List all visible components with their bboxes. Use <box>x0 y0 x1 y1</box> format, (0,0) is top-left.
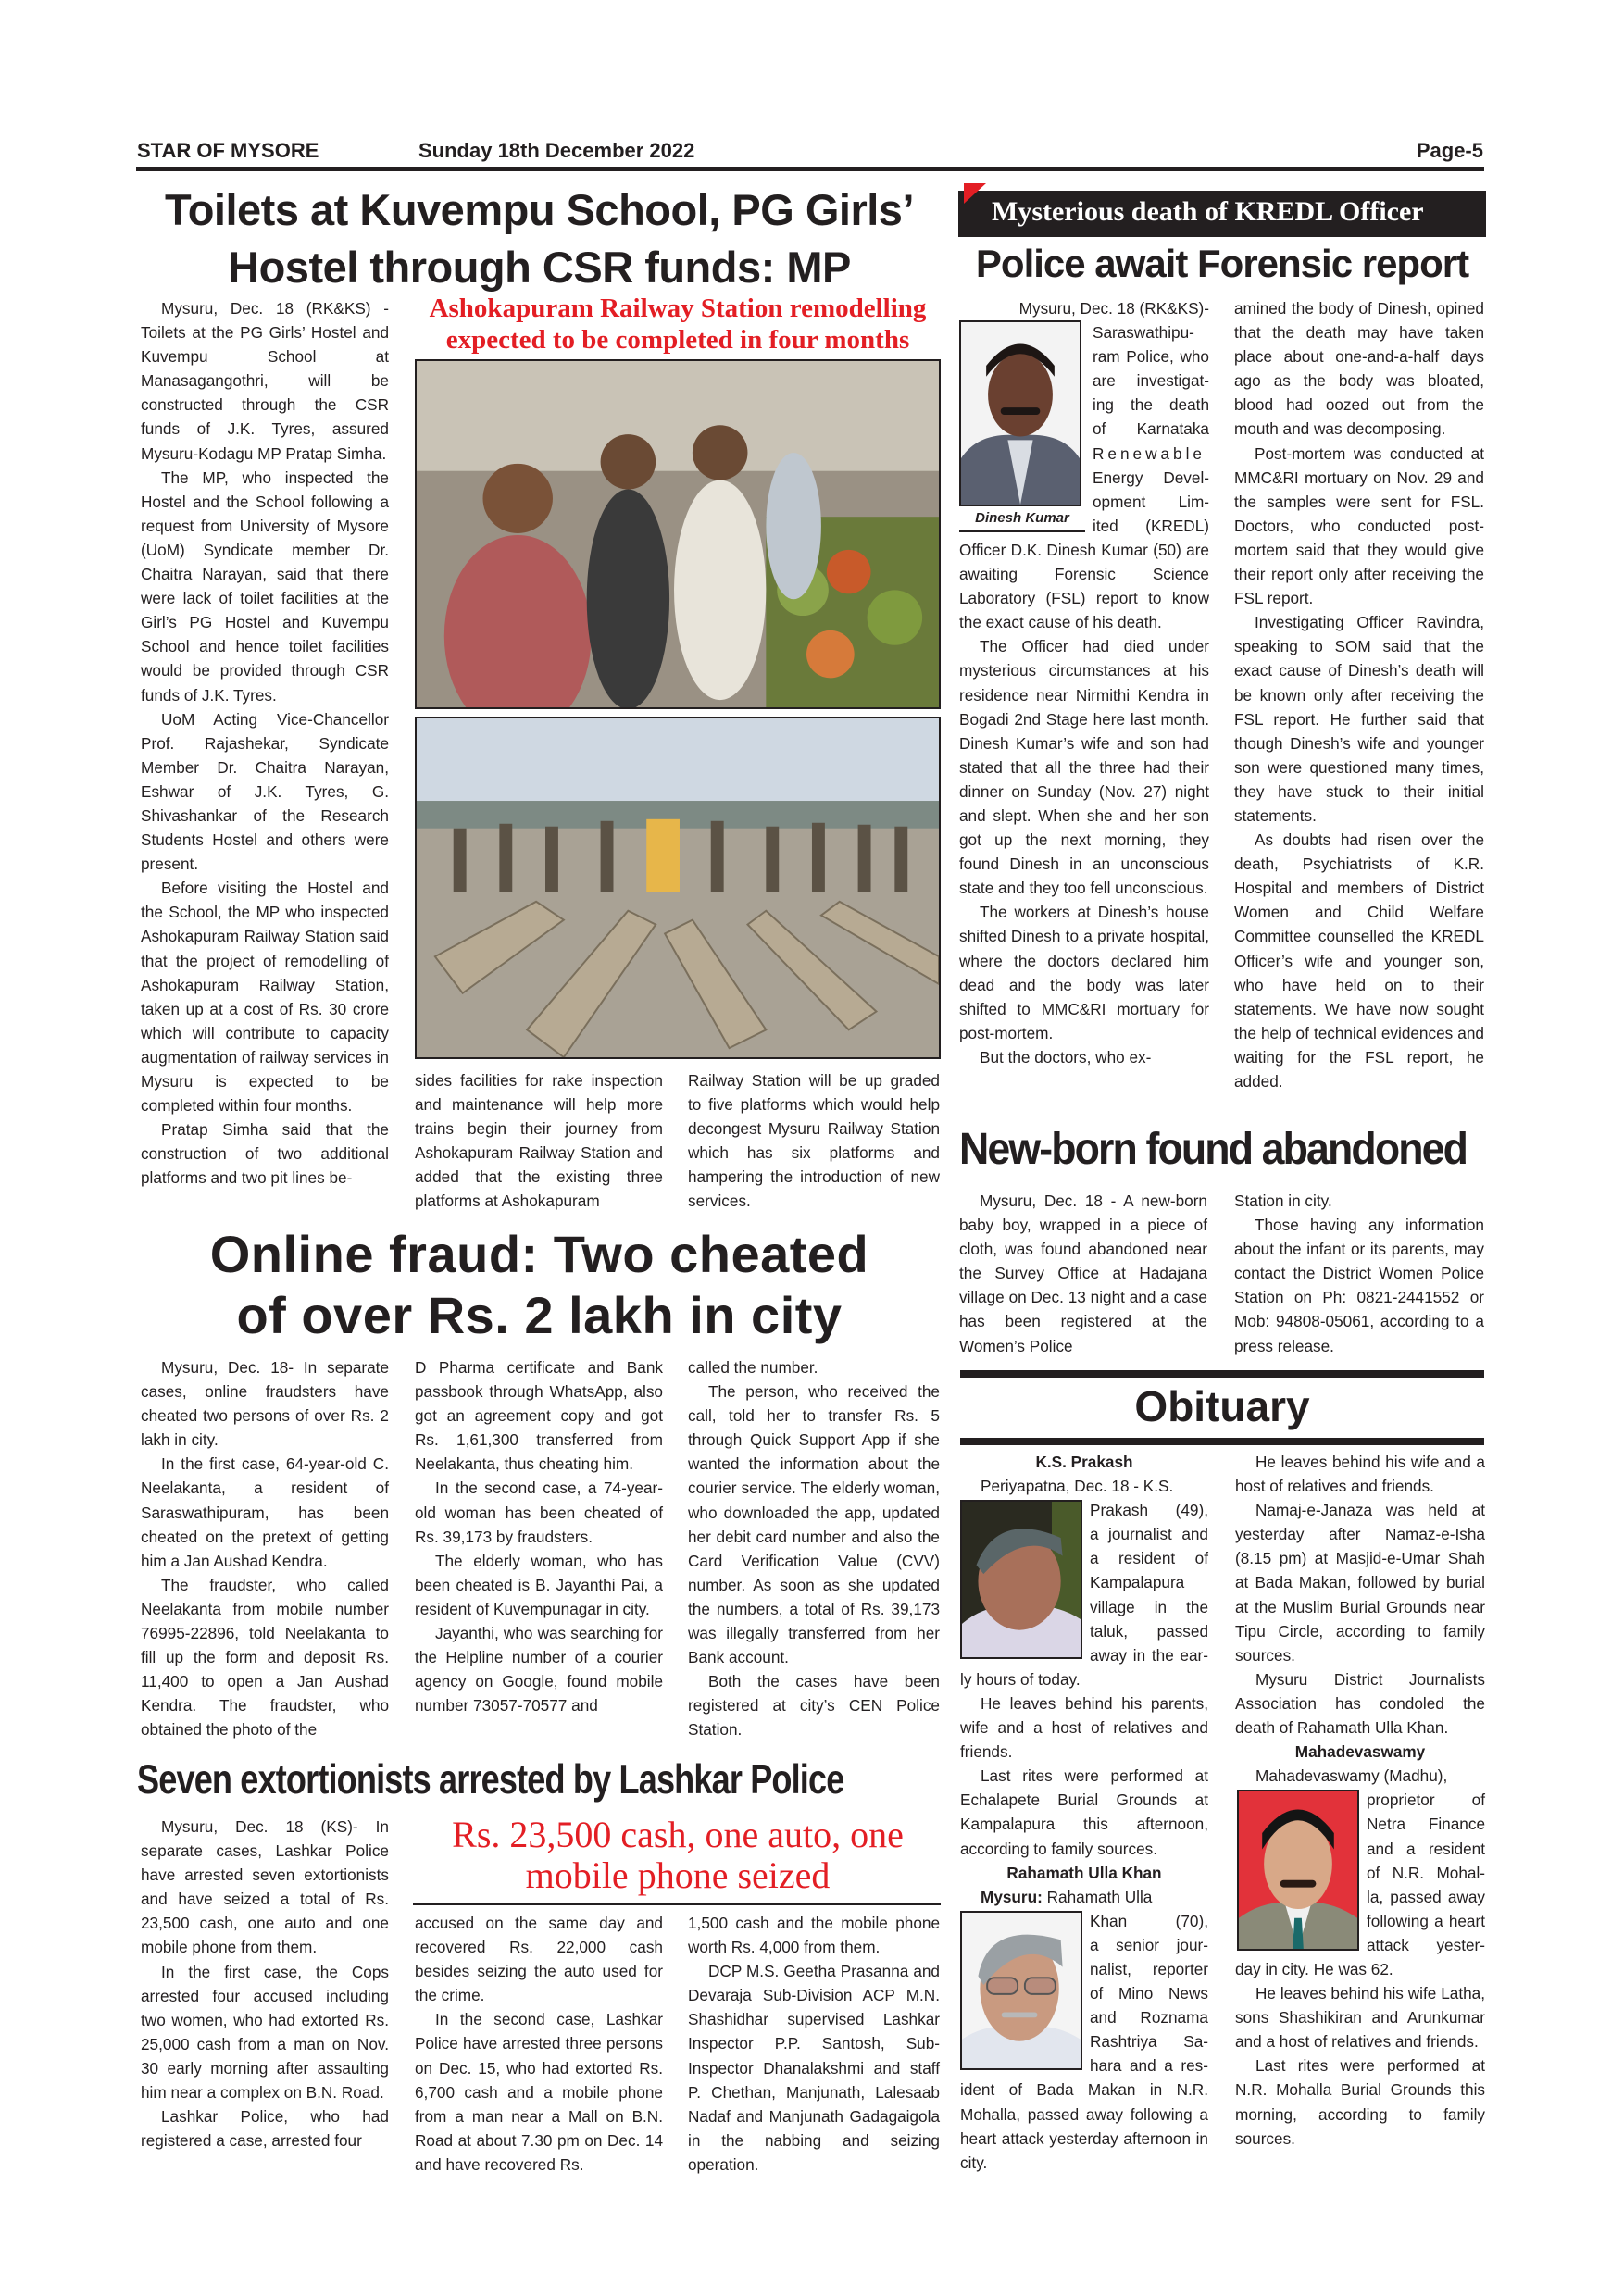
paragraph: Pratap Simha said that the construction of two additional platforms and two pit lines be- <box>141 1120 389 1188</box>
kredl-col1 <box>959 296 1209 1069</box>
paragraph: Lashkar Police, who had registered a case, arrested four <box>141 2107 389 2151</box>
fraud-headline-line1: Online fraud: Two cheated <box>209 1225 869 1283</box>
prakash-photo <box>960 1500 1082 1659</box>
wrap-line: taluk, passed <box>1090 1621 1208 1641</box>
fraud-col2 <box>415 1355 663 1717</box>
paragraph: In the second case, Lashkar Police have arrested three persons on Dec. 15, who had extorted Rs. 6,700 cash and a mobile phone from a man near a Mall on B.N. Road at about 7.30 pm on Dec. 14 and have recovered Rs. <box>415 2010 663 2174</box>
obituary-col1 <box>960 1450 1208 2175</box>
portrait-image <box>962 1502 1081 1657</box>
photo-image <box>417 718 939 1057</box>
paragraph: D Pharma certificate and Bank passbook through WhatsApp, also got an agreement copy and got Rs. 1,61,300 transferred from Neelakanta, thus cheating him. <box>415 1358 663 1474</box>
paragraph: day in city. He was 62. <box>1235 1959 1393 1978</box>
obituary-bottom-rule <box>960 1438 1484 1445</box>
wrap-line: are investigat- <box>1093 371 1209 391</box>
dinesh-photo-block <box>959 320 1085 538</box>
wrap-line: a resident of <box>1090 1549 1208 1568</box>
extortion-col1 <box>141 1815 389 2152</box>
dateline-rest: Rahamath Ulla <box>1042 1887 1153 1906</box>
wrap-line: ram Police, who <box>1093 347 1209 367</box>
newborn-col1 <box>959 1189 1207 1358</box>
obituary-col2 <box>1235 1450 1485 2151</box>
obituary-top-rule <box>960 1370 1484 1378</box>
paragraph: ly hours of today. <box>960 1669 1081 1689</box>
kredl-kicker: Mysterious death of KREDL Officer <box>992 196 1424 227</box>
paragraph: Post-mortem was conducted at MMC&RI mortuary on Nov. 29 and the samples were sent for FSL. Doctors, who conducted post-mortem said that they would give their report only after receiving the FSL report. <box>1234 443 1484 608</box>
paragraph: Investigating Officer Ravindra, speaking to SOM said that the exact cause of Dinesh’s death will be known only after receiving the FSL report. He further said that though Dinesh’s wife and younger son were questioned many times, they have stuck to their initial statements. <box>1234 613 1484 825</box>
paragraph: ident of Bada Makan in N.R. Mohalla, passed away following a heart attack yesterday afternoon in city. <box>960 2080 1208 2172</box>
wrap-line: of Mino News <box>1090 1984 1208 2003</box>
paragraph: In the first case, the Cops arrested four accused including two women, who had extorted Rs. 25,000 cash from a man on Nov. 30 early morning after assaulting him near a complex on B.N. Road. <box>141 1962 389 2103</box>
wrap-line: of Karnataka <box>1093 419 1209 439</box>
issue-date: Sunday 18th December 2022 <box>418 139 695 162</box>
wrap-line: Energy Devel- <box>1093 468 1209 487</box>
paragraph: The Officer had died under mysterious circumstances at his residence near Nirmithi Kendra in Bogadi 2nd Stage here last month. Dinesh Kumar’s wife and son had stated that all the three had their dinner on Sunday (Nov. 27) night and slept. When she and her son got up the next morning, they found Dinesh in an unconscious state and they too fell unconscious. <box>959 637 1209 898</box>
wrap-line: a senior jour- <box>1090 1935 1208 1954</box>
paragraph: called the number. <box>688 1358 818 1377</box>
extortion-subhead-line1: Rs. 23,500 cash, one auto, one <box>452 1814 904 1855</box>
extortion-col3 <box>688 1911 940 2177</box>
toilets-headline <box>134 181 944 296</box>
paragraph: Those having any information about the infant or its parents, may contact the District Women Police Station on Ph: 0821-2441552 or Mob: 94808-05061, according to a press release. <box>1234 1216 1484 1355</box>
wrap-line: village in the <box>1090 1597 1208 1616</box>
mahadevaswamy-photo <box>1237 1790 1359 1951</box>
wrap-line: Netra Finance <box>1367 1815 1485 1834</box>
extortion-subhead-line2: mobile phone seized <box>525 1854 831 1896</box>
masthead-rule <box>136 167 1484 171</box>
paragraph: 1,500 cash and the mobile phone worth Rs. 4,000 from them. <box>688 1914 940 1957</box>
paragraph: Last rites were performed at N.R. Mohalla Burial Grounds this morning, according to family sources. <box>1235 2056 1485 2148</box>
wrap-line: ited (KREDL) <box>1093 516 1209 535</box>
toilets-headline-line2: Hostel through CSR funds: MP <box>228 243 851 292</box>
wrap-line: nalist, reporter <box>1090 1959 1208 1978</box>
toilets-col2: sides facilities for rake inspection and maintenance will help more trains begin their journey from Ashokapuram Railway Station and added that the existing three platforms at Ashokapuram <box>415 1071 663 1211</box>
paragraph: Mysuru, Dec. 18 (RK&KS) - Toilets at the PG Girls’ Hostel and Kuvempu School at Manasagangothri, will be constructed through the CSR funds of J.K. Tyres, assured Mysuru-Kodagu MP Pratap Simha. <box>141 299 389 463</box>
kredl-kicker-bar <box>958 191 1486 237</box>
paragraph: accused on the same day and recovered Rs. 22,000 cash besides seizing the auto used for the crime. <box>415 1914 663 2005</box>
paragraph: Mysuru, Dec. 18- In separate cases, online fraudsters have cheated two persons of over Rs. 2 lakh in city. <box>141 1358 389 1450</box>
fraud-headline <box>134 1224 944 1346</box>
extortion-headline-wrap <box>137 1755 944 1802</box>
wrap-line: Khan (70), <box>1090 1911 1208 1930</box>
dinesh-photo-caption: Dinesh Kumar <box>959 506 1085 532</box>
portrait-image <box>1239 1791 1357 1949</box>
paragraph: The MP, who inspected the Hostel and the School following a request from University of Mysore (UoM) Syndicate member Dr. Chaitra Narayan, said that there were lack of toilet facilities at the Girl’s PG Hostel and Kuvempu School and hence toilet facilities would be provided through CSR funds of J.K. Tyres. <box>141 468 389 705</box>
paragraph: Before visiting the Hostel and the School, the MP who inspected Ashokapuram Railway Station said that the project of remodelling of Ashokapuram Railway Station, taken up at a cost of Rs. 30 crore which will contribute to capacity augmentation of railway services in Mysuru is expected to be completed within four months. <box>141 879 389 1116</box>
kredl-headline: Police await Forensic report <box>975 242 1469 285</box>
wrap-line: la, passed away <box>1367 1887 1485 1906</box>
khan-photo <box>960 1911 1082 2070</box>
wrap-line: and a resident <box>1367 1839 1485 1858</box>
paragraph: But the doctors, who ex- <box>980 1047 1152 1067</box>
railway-subhead: Ashokapuram Railway Station remodelling expected to be completed in four months <box>429 293 927 355</box>
paragraph: The person, who received the call, told her to transfer Rs. 5 through Quick Support App if she wanted the information about the courier service. The elderly woman, who downloaded the app, updated her debit card number and also the Card Verification Value (CVV) number. As soon as she updated the numbers, a total of Rs. 39,173 was illegally transferred from her Bank account. <box>688 1382 940 1667</box>
wrap-line: attack yester- <box>1367 1935 1485 1954</box>
wrap-line: following a heart <box>1367 1911 1485 1930</box>
fraud-col1 <box>141 1355 389 1742</box>
kredl-col2 <box>1234 296 1484 1093</box>
paragraph: UoM Acting Vice-Chancellor Prof. Rajashekar, Syndicate Member Dr. Chaitra Narayan, Eshwar of J.K. Tyres, G. Shivashankar of the Research Students Hostel and others were present. <box>141 709 389 874</box>
paragraph: He leaves behind his parents, wife and a host of relatives and friends. <box>960 1693 1208 1762</box>
wrap-line: proprietor of <box>1367 1791 1485 1810</box>
wrap-line: and Roznama <box>1090 2008 1208 2028</box>
paragraph: Officer D.K. Dinesh Kumar (50) are awaiting Forensic Science Laboratory (FSL) report to know the exact cause of his death. <box>959 540 1209 632</box>
kicker-corner-flag <box>964 183 986 204</box>
fraud-col3 <box>688 1355 940 1742</box>
newborn-headline: New-born found abandoned <box>959 1125 1468 1174</box>
wrap-line: ing the death <box>1093 395 1209 415</box>
wrap-line: Kampalapura <box>1090 1573 1185 1592</box>
paragraph: In the second case, a 74-year-old woman has been cheated of Rs. 39,173 by fraudsters. <box>415 1479 663 1546</box>
toilets-col1 <box>141 296 389 1190</box>
extortion-subhead <box>411 1815 944 1896</box>
hostel-kitchen-photo <box>415 359 941 709</box>
paper-name: STAR OF MYSORE <box>137 139 319 162</box>
dateline-place: Mysuru: <box>981 1887 1043 1906</box>
wrap-line: of N.R. Mohal- <box>1367 1863 1485 1882</box>
dateline: Periyapatna, Dec. 18 - K.S. <box>981 1477 1174 1496</box>
paragraph: The fraudster, who called Neelakanta from mobile number 76995-22896, told Neelakanta to fill up the form and deposit Rs. 11,400 to open a Jan Aushad Kendra. The fraudster, who obtained the photo of the <box>141 1575 389 1740</box>
wrap-line: a journalist and <box>1090 1525 1208 1544</box>
wrap-line: Prakash (49), <box>1090 1501 1208 1520</box>
paragraph: He leaves behind his wife Latha, sons Shashikiran and Arunkumar and a host of relatives and friends. <box>1235 1984 1485 2052</box>
wrap-line: opment Lim- <box>1093 492 1209 511</box>
paragraph: DCP M.S. Geetha Prasanna and Devaraja Sub-Division ACP M.N. Shashidhar supervised Lashkar Inspector P.P. Santosh, Sub-Inspector Dhanalakshmi and staff P. Chethan, Manjunath, Lalesaab Nadaf and Manjunath Gadagaigola in the nabbing and seizing operation. <box>688 1962 940 2174</box>
photo-image <box>417 361 939 707</box>
paragraph: The elderly woman, who has been cheated is B. Jayanthi Pai, a resident of Kuvempunagar in city. <box>415 1551 663 1618</box>
paragraph: Mysuru, Dec. 18 (KS)- In separate cases, Lashkar Police have arrested seven extortionists and have seized a total of Rs. 23,500 cash, one auto and one mobile phone from them. <box>141 1817 389 1957</box>
page-number: Page-5 <box>1416 139 1483 162</box>
paragraph: Jayanthi, who was searching for the Helpline number of a courier agency on Google, found mobile number 73057-70577 and <box>415 1624 663 1716</box>
portrait-image <box>961 322 1080 505</box>
portrait-image <box>962 1913 1081 2068</box>
paragraph: Namaj-e-Janaza was held at yesterday after Namaz-e-Isha (8.15 pm) at Masjid-e-Umar Shah at Bada Makan, followed by burial at the Muslim Burial Grounds near Tipu Circle, according to family sources. <box>1235 1501 1485 1665</box>
paragraph: amined the body of Dinesh, opined that the death may have taken place about one-and-a-half days ago as the body was bloated, blood had oozed out from the mouth and was decomposing. <box>1234 299 1484 439</box>
paragraph: Mysuru, Dec. 18 - A new-born baby boy, wrapped in a piece of cloth, was found abandoned near the Survey Office at Hadajana village on Dec. 13 night and a case has been registered at the Women’s Police <box>959 1192 1207 1355</box>
wrap-line: Saraswathipu- <box>1093 323 1194 343</box>
paragraph: Last rites were performed at Echalapete Burial Grounds at Kampalapura this afternoon, according to family sources. <box>960 1766 1208 1858</box>
paragraph: Mysuru District Journalists Association has condoled the death of Rahamath Ulla Khan. <box>1235 1669 1485 1738</box>
railway-inspection-photo <box>415 717 941 1059</box>
obit-name-prakash: K.S. Prakash <box>1035 1453 1133 1471</box>
extortion-headline: Seven extortionists arrested by Lashkar Police <box>137 1756 844 1803</box>
obit-name-khan: Rahamath Ulla Khan <box>1006 1863 1162 1882</box>
paragraph: Both the cases have been registered at city’s CEN Police Station. <box>688 1672 940 1740</box>
wrap-line: away in the ear- <box>1090 1645 1208 1665</box>
dinesh-kumar-photo <box>959 320 1081 506</box>
newborn-headline-wrap <box>959 1126 1483 1174</box>
dateline: Mahadevaswamy (Madhu), <box>1255 1766 1448 1786</box>
wrap-line: Rashtriya Sa- <box>1090 2032 1208 2052</box>
extortion-col2 <box>415 1911 663 2177</box>
paragraph: He leaves behind his wife and a host of relatives and friends. <box>1235 1453 1485 1496</box>
obit-name-mahadevaswamy: Mahadevaswamy <box>1294 1742 1426 1762</box>
dateline <box>960 1885 1208 1909</box>
fraud-headline-line2: of over Rs. 2 lakh in city <box>236 1286 843 1344</box>
wrap-line: hara and a res- <box>1090 2056 1208 2076</box>
toilets-headline-line1: Toilets at Kuvempu School, PG Girls’ <box>165 185 914 234</box>
wrap-line: Renewable <box>1093 443 1206 463</box>
newborn-col2 <box>1234 1189 1484 1358</box>
dateline: Mysuru, Dec. 18 (RK&KS)- <box>1018 299 1209 318</box>
paragraph: The workers at Dinesh’s house shifted Dinesh to a private hospital, where the doctors declared him dead and the body was later shifted to MMC&RI mortuary for post-mortem. <box>959 903 1209 1042</box>
paragraph: As doubts had risen over the death, Psychiatrists of K.R. Hospital and members of District Women and Child Welfare Committee counselled the KREDL Officer’s wife and younger son, who have held on to their statements. We have now sought the help of technical evidences and waiting for the FSL report, he added. <box>1234 830 1484 1091</box>
extortion-subhead-rule <box>413 1903 941 1905</box>
obituary-heading: Obituary <box>1134 1382 1310 1430</box>
paragraph: Station in city. <box>1234 1192 1332 1210</box>
paragraph: In the first case, 64-year-old C. Neelakanta, a resident of Saraswathipuram, has been cheated on the pretext of getting him a Jan Aushad Kendra. <box>141 1454 389 1570</box>
toilets-col3: Railway Station will be up graded to five platforms which would help decongest Mysuru Railway Station which has six platforms and hampering the introduction of new services. <box>688 1071 940 1211</box>
